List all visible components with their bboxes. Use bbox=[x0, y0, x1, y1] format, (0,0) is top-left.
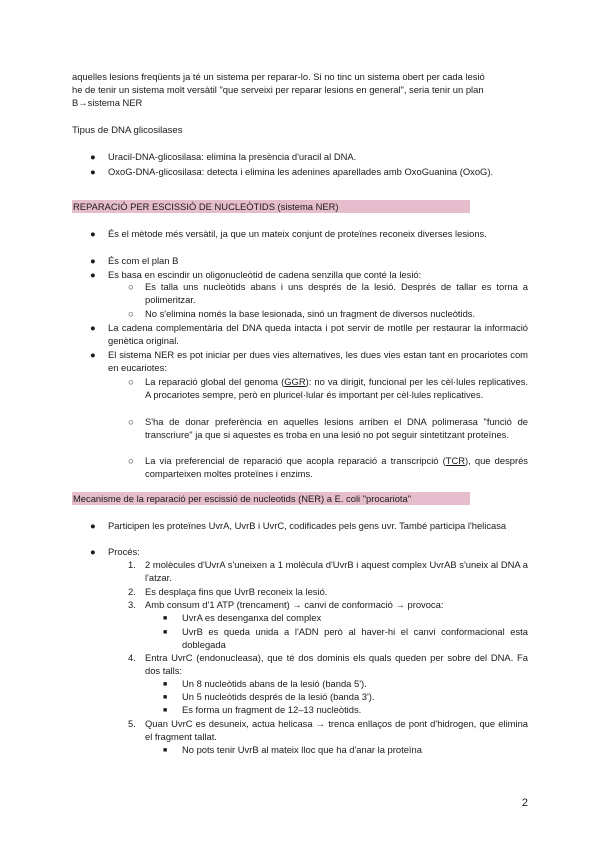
mech-step-5-sub-1: No pots tenir UvrB al mateix lloc que ha d'anar la proteïna bbox=[182, 744, 422, 755]
step-number: 1. bbox=[128, 559, 136, 570]
intro-line-3: B→sistema NER bbox=[72, 97, 143, 108]
square-icon: ■ bbox=[163, 707, 168, 714]
square-icon: ■ bbox=[163, 694, 168, 701]
tcr-text-a: La via preferencial de reparació que acopla reparació a transcripció ( bbox=[145, 455, 446, 466]
glyco-item-1: Uracil-DNA-glicosilasa: elimina la presència d'uracil al DNA. bbox=[108, 151, 357, 162]
mech-step-5: Quan UvrC es desuneix, actua helicasa → trenca enllaços de pont d'hidrogen, que elimina el fragment tallat. bbox=[145, 718, 528, 743]
bullet-icon: ● bbox=[90, 546, 96, 557]
bullet-icon: ● bbox=[90, 269, 96, 280]
mech-step-2: Es desplaça fins que UvrB reconeix la lesió. bbox=[145, 586, 328, 597]
bullet-icon: ● bbox=[90, 322, 96, 333]
ggr-abbr: GGR bbox=[284, 376, 306, 387]
circle-icon: ○ bbox=[128, 455, 134, 466]
mech-bullet-2: Procés: bbox=[108, 546, 140, 557]
mech-bullet-1: Participen les proteïnes UvrA, UvrB i UvrC, codificades pels gens uvr. També participa l'helicasa bbox=[108, 520, 507, 531]
ner-bullet-5: El sistema NER es pot iniciar per dues vies alternatives, les dues vies estan tant en procariotes com en eucariotes: bbox=[108, 349, 528, 374]
mech-step-4-sub-3: Es forma un fragment de 12–13 nucleòtids. bbox=[182, 704, 362, 715]
bullet-icon: ● bbox=[90, 520, 96, 531]
ner-bullet-4: La cadena complementària del DNA queda intacta i pot servir de motlle per restaurar la informació genètica original. bbox=[108, 322, 528, 347]
ner-bullet-5-sub-3 bbox=[145, 454, 528, 480]
ggr-text-b: ): no va dirigit, funcional per les cèl·lules replicatives. A procariotes sempre, però en pluricel·lular és important per cèl·lules replicatives. bbox=[145, 376, 528, 401]
bullet-icon: ● bbox=[90, 151, 96, 162]
ner-bullet-3-sub-2: No s'elimina només la base lesionada, sinó un fragment de diversos nucleòtids. bbox=[145, 308, 476, 319]
ner-bullet-2: És com el plan B bbox=[108, 255, 179, 266]
mech-step-3-sub-1: UvrA es desenganxa del complex bbox=[182, 612, 322, 623]
glycosylases-heading: Tipus de DNA glicosilases bbox=[72, 125, 183, 136]
circle-icon: ○ bbox=[128, 376, 134, 387]
bullet-icon: ● bbox=[90, 349, 96, 360]
intro-line-2: he de tenir un sistema molt versàtil "que serveixi per reparar lesions en general", seria tenir un plan bbox=[72, 84, 484, 95]
page-number: 2 bbox=[521, 797, 528, 809]
ner-bullet-3: Es basa en escindir un oligonucleòtid de cadena senzilla que conté la lesió: bbox=[108, 269, 422, 280]
ner-bullet-1: És el mètode més versàtil, ja que un mateix conjunt de proteïnes reconeix diverses lesions. bbox=[108, 228, 487, 239]
ner-bullet-3-sub-1: Es talla uns nucleòtids abans i uns després de la lesió. Després de tallar es torna a polimeritzar. bbox=[145, 281, 528, 306]
mech-step-1: 2 molècules d'UvrA s'uneixen a 1 molècula d'UvrB i aquest complex UvrAB s'uneix al DNA a l'atzar. bbox=[145, 559, 528, 584]
step-number: 5. bbox=[128, 718, 136, 729]
mech-step-4-sub-2: Un 5 nucleòtids després de la lesió (banda 3'). bbox=[182, 691, 375, 702]
mechanism-section-heading: Mecanisme de la reparació per escissió de nucleotids (NER) a E. coli "procariota" bbox=[72, 492, 470, 505]
tcr-text-b: ), que després comparteixen moltes proteïnes i enzims. bbox=[145, 455, 528, 480]
circle-icon: ○ bbox=[128, 308, 134, 319]
glyco-item-2: OxoG-DNA-glicosilasa: detecta i elimina les adenines aparellades amb OxoGuanina (OxoG). bbox=[108, 166, 494, 177]
ner-bullet-5-sub-2: S'ha de donar preferència en aquelles lesions arriben el DNA polimerasa "funció de transcriure" ja que si aquestes es troba en una lesió no pot seguir sintetitzant proteïnes. bbox=[145, 416, 528, 441]
step-number: 2. bbox=[128, 586, 136, 597]
ner-bullet-5-sub-1 bbox=[145, 375, 528, 401]
ggr-text-a: La reparació global del genoma ( bbox=[145, 376, 285, 387]
circle-icon: ○ bbox=[128, 416, 134, 427]
circle-icon: ○ bbox=[128, 281, 134, 292]
bullet-icon: ● bbox=[90, 255, 96, 266]
mech-step-4: Entra UvrC (endonucleasa), que té dos dominis els quals queden per sobre del DNA. Fa dos talls: bbox=[145, 652, 528, 677]
intro-line-1: aquelles lesions freqüents ja té un sistema per reparar-lo. Si no tinc un sistema obert per cada lesió bbox=[72, 71, 485, 82]
square-icon: ■ bbox=[163, 629, 168, 636]
mech-step-3: Amb consum d'1 ATP (trencament) → canvi de conformació → provoca: bbox=[145, 599, 444, 610]
square-icon: ■ bbox=[163, 747, 168, 754]
bullet-icon: ● bbox=[90, 166, 96, 177]
step-number: 3. bbox=[128, 599, 136, 610]
mech-step-4-sub-1: Un 8 nucleòtids abans de la lesió (banda 5'). bbox=[182, 678, 367, 689]
tcr-abbr: TCR bbox=[445, 455, 466, 466]
ner-section-heading: REPARACIÓ PER ESCISSIÓ DE NUCLEÒTIDS (sistema NER) bbox=[72, 200, 470, 213]
bullet-icon: ● bbox=[90, 228, 96, 239]
mech-step-3-sub-2: UvrB es queda unida a l'ADN però al haver-hi el canvi conformacional esta doblegada bbox=[182, 626, 528, 651]
square-icon: ■ bbox=[163, 681, 168, 688]
step-number: 4. bbox=[128, 652, 136, 663]
square-icon: ■ bbox=[163, 615, 168, 622]
